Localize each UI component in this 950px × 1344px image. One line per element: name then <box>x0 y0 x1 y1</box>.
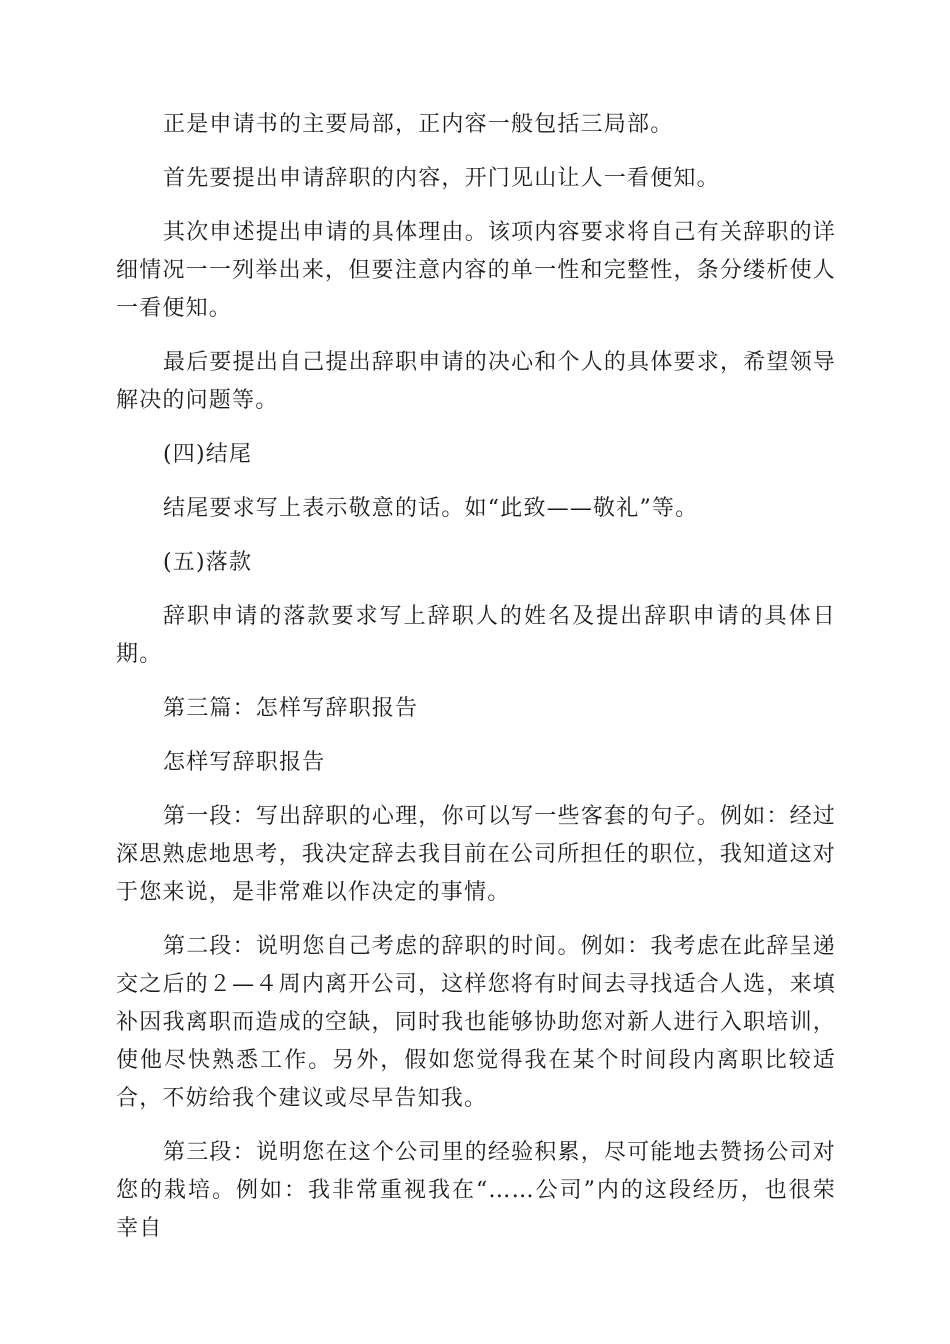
chapter-title: 第三篇：怎样写辞职报告 <box>163 696 419 721</box>
paragraph-section-three: 第三段：说明您在这个公司里的经验积累，尽可能地去赞扬公司对您的栽培。例如：我非常重视我在“……公司”内的这段经历，也很荣幸自 <box>116 1140 836 1241</box>
paragraph-intro-body: 正是申请书的主要局部，正内容一般包括三局部。 <box>163 112 674 137</box>
paragraph-first-point: 首先要提出申请辞职的内容，开门见山让人一看便知。 <box>163 166 720 191</box>
paragraph-ending: 结尾要求写上表示敬意的话。如“此致——敬礼”等。 <box>163 496 699 521</box>
paragraph-section-one: 第一段：写出辞职的心理，你可以写一些客套的句子。例如：经过深思熟虑地思考，我决定辞去我目前在公司所担任的职位，我知道这对于您来说，是非常难以作决定的事情。 <box>116 804 836 905</box>
document-body <box>116 106 836 1264</box>
section-heading-signature: (五)落款 <box>163 550 253 575</box>
paragraph-third-point: 最后要提出自己提出辞职申请的决心和个人的具体要求，希望领导解决的问题等。 <box>116 350 836 413</box>
chapter-subtitle: 怎样写辞职报告 <box>163 750 326 775</box>
paragraph-signature: 辞职申请的落款要求写上辞职人的姓名及提出辞职申请的具体日期。 <box>116 604 836 667</box>
paragraph-section-two: 第二段：说明您自己考虑的辞职的时间。例如：我考虑在此辞呈递交之后的２—４周内离开公司，这样您将有时间去寻找适合人选，来填补因我离职而造成的空缺，同时我也能够协助您对新人进行入职培训，使他尽快熟悉工作。另外，假如您觉得我在某个时间段内离职比较适合，不妨给我个建议或尽早告知我。 <box>116 934 836 1111</box>
section-heading-ending: (四)结尾 <box>163 442 253 467</box>
paragraph-second-point: 其次申述提出申请的具体理由。该项内容要求将自己有关辞职的详细情况一一列举出来，但要注意内容的单一性和完整性，条分缕析使人一看便知。 <box>116 220 836 321</box>
